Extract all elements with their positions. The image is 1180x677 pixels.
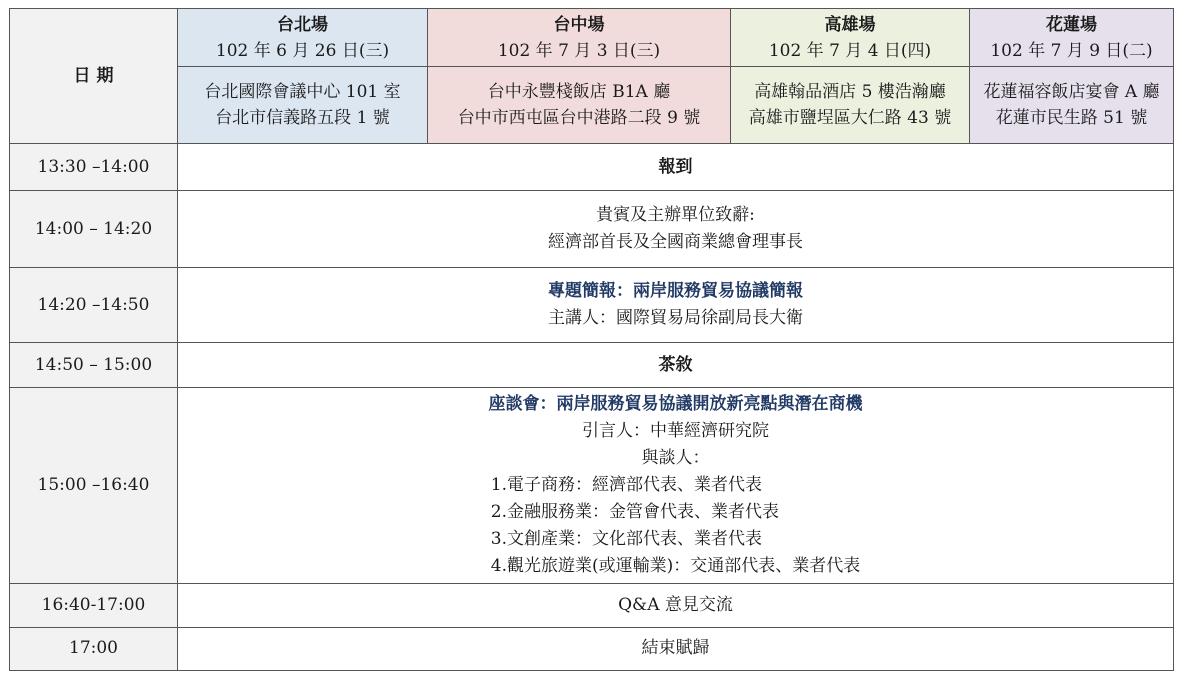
venue-street: 台北市信義路五段 1 號 [215,108,390,129]
venue-date: 102 年 7 月 9 日(二) [990,40,1153,61]
venue-name: 台中場 [553,14,605,35]
agenda-row [10,583,1174,627]
venue-place: 花蓮福容飯店宴會 A 廳 [983,82,1160,103]
venue-name: 高雄場 [824,14,876,35]
session-content [178,144,1174,191]
venue-street: 台中市西屯區台中港路二段 9 號 [457,108,701,129]
venue-header-row [10,9,1174,67]
session-content [178,191,1174,268]
session-title: 專題簡報：兩岸服務貿易協議簡報 [548,281,803,302]
session-title: 報到 [658,156,693,177]
venue-taipei [178,9,428,67]
venue-kaohsiung-address [731,67,970,144]
time-slot: 14:50 – 15:00 [10,343,178,387]
session-content [178,268,1174,343]
venue-kaohsiung [731,9,970,67]
session-title: Q&A 意見交流 [618,594,733,615]
venue-taichung-address [428,67,731,144]
session-title: 貴賓及主辦單位致辭: [596,205,755,226]
venue-date: 102 年 7 月 3 日(三) [497,40,661,61]
agenda-wrapper [9,8,1173,671]
venue-place: 高雄翰品酒店 5 樓浩瀚廳 [754,82,946,103]
session-title: 座談會：兩岸服務貿易協議開放新亮點與潛在商機 [488,393,863,414]
venue-date: 102 年 6 月 26 日(三) [215,40,390,61]
session-content [178,583,1174,627]
venue-taipei-address [178,67,428,144]
venue-street: 花蓮市民生路 51 號 [995,108,1148,129]
agenda-row [10,144,1174,191]
agenda-row [10,627,1174,670]
session-title: 結束賦歸 [641,638,710,659]
time-slot: 15:00 –16:40 [10,387,178,583]
agenda-table [9,8,1174,671]
venue-hualien-address [970,67,1174,144]
venue-name: 台北場 [277,14,328,35]
panelist-item: 4.觀光旅遊業(或運輸業)：交通部代表、業者代表 [490,555,861,576]
venue-place: 台中永豐棧飯店 B1A 廳 [487,82,671,103]
venue-taichung [428,9,731,67]
venue-name: 花蓮場 [1046,14,1097,35]
time-slot: 14:00 – 14:20 [10,191,178,268]
session-speaker: 主講人：國際貿易局徐副局長大衛 [548,308,803,329]
agenda-row [10,191,1174,268]
panelist-list [491,472,860,580]
venue-hualien [970,9,1174,67]
panelist-item: 2.金融服務業：金管會代表、業者代表 [490,501,779,522]
session-content [178,627,1174,670]
session-content [178,387,1174,583]
date-column-header: 日 期 [10,9,178,144]
venue-date: 102 年 7 月 4 日(四) [768,40,932,61]
session-panel-label: 與談人： [641,447,710,468]
panelist-item: 3.文創產業：文化部代表、業者代表 [490,528,762,549]
session-content [178,343,1174,387]
agenda-row [10,268,1174,343]
agenda-row [10,343,1174,387]
venue-street: 高雄市鹽埕區大仁路 43 號 [748,108,952,129]
session-title: 茶敘 [658,354,693,375]
time-slot: 13:30 –14:00 [10,144,178,191]
session-moderator: 引言人：中華經濟研究院 [582,420,769,441]
session-detail: 經濟部首長及全國商業總會理事長 [548,232,803,253]
time-slot: 14:20 –14:50 [10,268,178,343]
panelist-item: 1.電子商務：經濟部代表、業者代表 [490,474,762,495]
venue-place: 台北國際會議中心 101 室 [204,82,401,103]
venue-address-row [10,67,1174,144]
time-slot: 16:40-17:00 [10,583,178,627]
time-slot: 17:00 [10,627,178,670]
agenda-row [10,387,1174,583]
